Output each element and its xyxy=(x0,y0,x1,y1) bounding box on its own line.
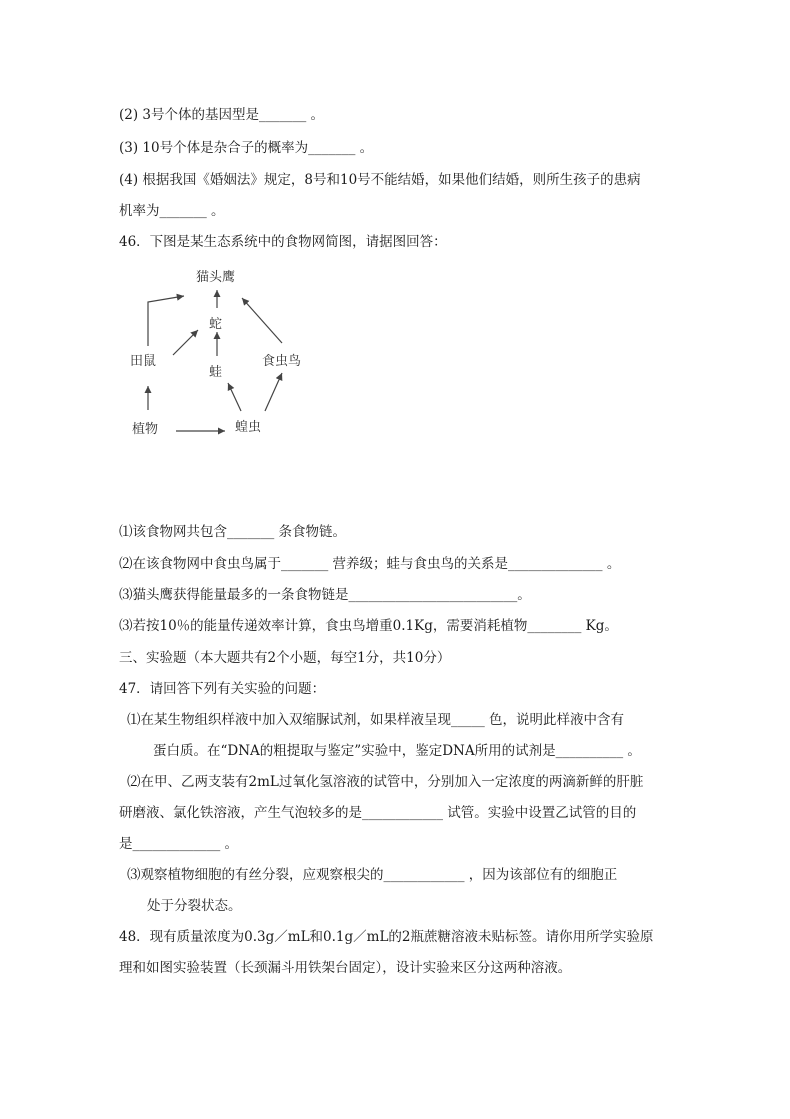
q45-sub2: (2) 3号个体的基因型是_______ 。 xyxy=(119,107,325,123)
section-three-heading: 三、实验题（本大题共有2个小题，每空1分，共10分） xyxy=(119,650,451,666)
q45-sub3: (3) 10号个体是杂合子的概率为_______ 。 xyxy=(119,140,374,156)
arrow-mouse-to-snake xyxy=(173,330,198,355)
q47-sub2-cont2: 是_____________ 。 xyxy=(119,836,239,852)
node-frog: 蛙 xyxy=(209,365,223,380)
q47-sub1-cont: 蛋白质。在“DNA的粗提取与鉴定”实验中，鉴定DNA所用的试剂是__________ 。 xyxy=(153,743,641,759)
q48-title-cont: 理和如图实验装置（长颈漏斗用铁架台固定），设计实验来区分这两种溶液。 xyxy=(119,960,572,976)
node-insect-bird: 食虫鸟 xyxy=(262,354,302,369)
q46-sub3: ⑶猫头鹰获得能量最多的一条食物链是_________________________。 xyxy=(119,587,531,603)
q46-title: 46．下图是某生态系统中的食物网简图，请据图回答： xyxy=(119,234,447,250)
node-locust: 蝗虫 xyxy=(235,420,262,435)
q47-sub1: ⑴在某生物组织样液中加入双缩脲试剂，如果样液呈现_____ 色，说明此样液中含有 xyxy=(127,712,625,728)
q47-sub3: ⑶观察植物细胞的有丝分裂，应观察根尖的____________ ，因为该部位有的细胞正 xyxy=(127,867,618,883)
q47-title: 47．请回答下列有关实验的问题： xyxy=(119,681,326,697)
q48-title: 48．现有质量浓度为0.3g／mL和0.1g／mL的2瓶蔗糖溶液未贴标签。请你用所学实验原 xyxy=(119,929,654,945)
q47-sub2: ⑵在甲、乙两支装有2mL过氧化氢溶液的试管中，分别加入一定浓度的两滴新鲜的肝脏 xyxy=(127,774,644,790)
arrow-locust-to-bird xyxy=(265,373,282,411)
food-web-diagram xyxy=(118,258,318,448)
arrow-mouse-to-owl xyxy=(148,296,184,346)
node-snake: 蛇 xyxy=(209,317,223,332)
arrow-locust-to-frog xyxy=(228,383,241,411)
arrow-bird-to-owl xyxy=(242,298,282,343)
q47-sub3-cont: 处于分裂状态。 xyxy=(147,898,242,914)
node-plant: 植物 xyxy=(132,422,159,437)
node-field-mouse: 田鼠 xyxy=(130,354,157,369)
q47-sub2-cont: 研磨液、氯化铁溶液，产生气泡较多的是____________ 试管。实验中设置乙试管的目的 xyxy=(119,805,637,821)
q45-sub4-cont: 机率为_______ 。 xyxy=(119,203,225,219)
node-owl: 猫头鹰 xyxy=(196,270,236,285)
q46-sub2: ⑵在该食物网中食虫鸟属于_______ 营养级；蛙与食虫鸟的关系是______________ 。 xyxy=(119,556,621,572)
q46-sub4: ⑶若按10％的能量传递效率计算，食虫鸟增重0.1Kg，需要消耗植物________ Kg。 xyxy=(119,618,618,634)
q46-sub1: ⑴该食物网共包含_______ 条食物链。 xyxy=(119,524,347,540)
q45-sub4: (4) 根据我国《婚姻法》规定，8号和10号不能结婚，如果他们结婚，则所生孩子的患病 xyxy=(119,172,641,188)
